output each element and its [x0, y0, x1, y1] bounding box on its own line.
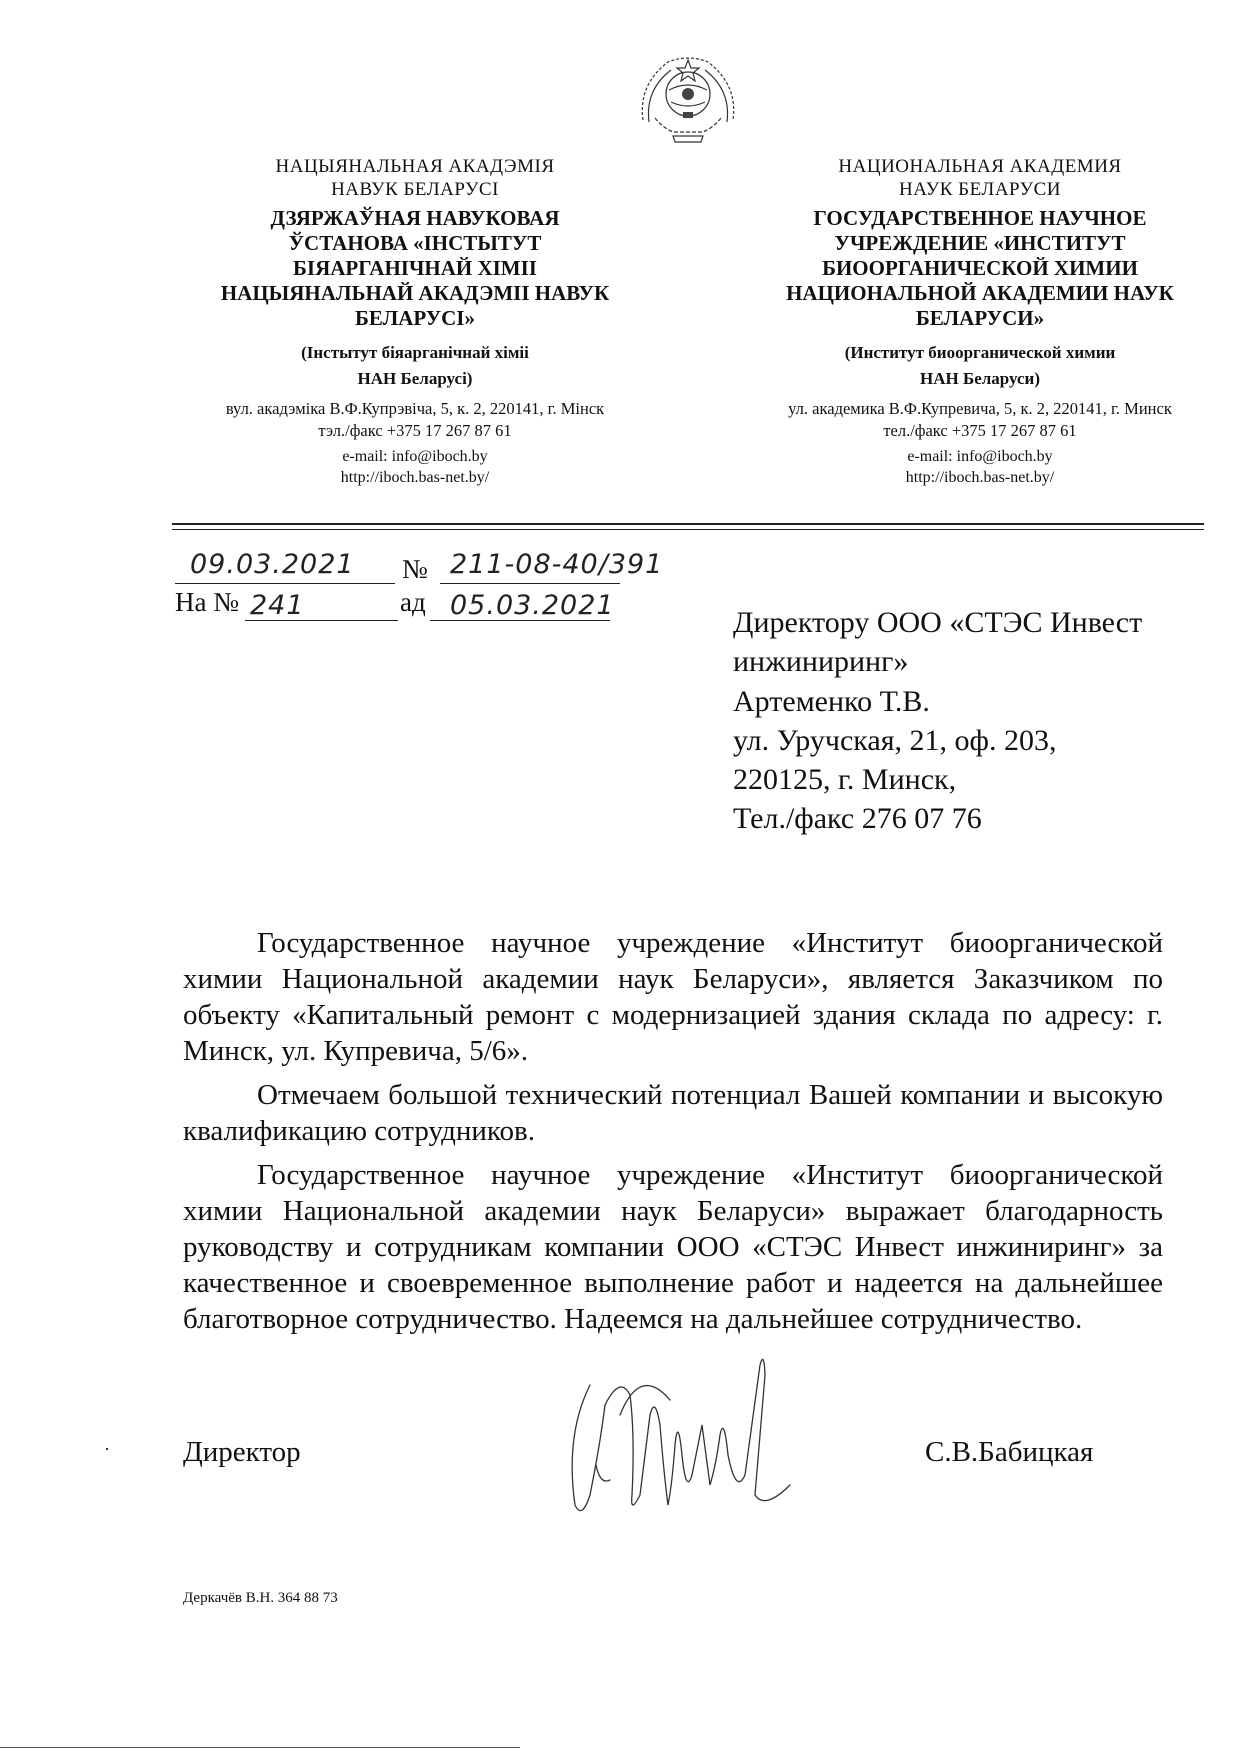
email-address: e-mail: info@iboch.by — [907, 448, 1053, 466]
addressee-line: Директору ООО «СТЭС Инвест — [733, 606, 1143, 639]
scan-speck — [106, 1448, 108, 1450]
executor-contact: Деркачёв В.Н. 364 88 73 — [183, 1590, 338, 1606]
institute-name — [735, 206, 1225, 332]
handwritten-signature — [560, 1345, 810, 1525]
signatory-name: С.В.Бабицкая — [925, 1436, 1094, 1468]
reference-date-underline — [430, 620, 610, 621]
institute-name-line: БІЯАРГАНІЧНАЙ ХІМІІ — [293, 255, 537, 280]
state-emblem-icon — [633, 50, 743, 146]
letterhead-russian — [735, 156, 1225, 489]
phone-fax: тэл./факс +375 17 267 87 61 — [318, 420, 512, 440]
website-url: http://iboch.bas-net.by/ — [340, 468, 490, 486]
body-paragraph: Государственное научное учреждение «Институт биоорганической химии Национальной академии наук Беларуси» выражает благодарность руководству и сотрудникам компании ООО «СТЭС Инвест инжиниринг» за качественное и своевременное выполнение работ и надеется на дальнейшее благотворное сотрудничество. Надеемся на дальнейшее сотрудничество. — [183, 1158, 1163, 1335]
addressee-line: Артеменко Т.В. — [733, 684, 930, 718]
institute-short-name — [170, 340, 660, 393]
institute-name-line: ДЗЯРЖАЎНАЯ НАВУКОВАЯ — [270, 205, 560, 230]
institute-name-line: БИООРГАНИЧЕСКОЙ ХИМИИ — [822, 255, 1138, 280]
short-name-line: (Институт биоорганической химии — [844, 342, 1116, 362]
website-url: http://iboch.bas-net.by/ — [905, 468, 1055, 486]
postal-address: вул. акадэміка В.Ф.Купрэвіча, 5, к. 2, 220141, г. Мінск — [225, 399, 605, 419]
header-divider-thin — [172, 529, 1204, 530]
outgoing-number: 211-08-40/391 — [450, 549, 664, 580]
number-label: № — [402, 554, 428, 584]
academy-name-line2: НАВУК БЕЛАРУСІ — [331, 178, 499, 200]
academy-name: НАЦЫЯНАЛЬНАЯ АКАДЭМІЯ — [275, 156, 555, 177]
institute-name-line: ЎСТАНОВА «ІНСТЫТУТ — [288, 230, 542, 255]
institute-name-line: УЧРЕЖДЕНИЕ «ИНСТИТУТ — [834, 230, 1126, 255]
reference-date: 05.03.2021 — [450, 590, 615, 621]
online-contacts — [170, 447, 660, 489]
institute-name-line: БЕЛАРУСІ» — [355, 306, 475, 331]
addressee-line: 220125, г. Минск, — [733, 763, 957, 797]
signatory-title: Директор — [183, 1436, 301, 1468]
contact-block — [735, 398, 1225, 441]
outgoing-date: 09.03.2021 — [190, 549, 355, 580]
contact-block — [170, 398, 660, 441]
institute-name-line: НАЦИОНАЛЬНОЙ АКАДЕМИИ НАУК — [786, 281, 1174, 306]
short-name-line: НАН Беларуси) — [919, 368, 1040, 388]
letterhead-belarusian — [170, 156, 660, 489]
addressee-line: ул. Уручская, 21, оф. 203, — [733, 723, 1057, 757]
academy-name-line2: НАУК БЕЛАРУСИ — [899, 178, 1061, 200]
academy-name: НАЦИОНАЛЬНАЯ АКАДЕМИЯ — [838, 156, 1122, 177]
addressee-line: Тел./факс 276 07 76 — [733, 802, 982, 836]
institute-name-line: ГОСУДАРСТВЕННОЕ НАУЧНОЕ — [813, 205, 1147, 230]
institute-short-name — [735, 340, 1225, 393]
institute-name — [170, 206, 660, 332]
reference-date-label: ад — [400, 587, 426, 617]
date-underline — [175, 583, 395, 584]
postal-address: ул. академика В.Ф.Купревича, 5, к. 2, 220141, г. Минск — [788, 399, 1172, 419]
online-contacts — [735, 447, 1225, 489]
letter-body — [183, 926, 1163, 1345]
institute-name-line: БЕЛАРУСИ» — [915, 306, 1045, 331]
addressee-line: инжиниринг» — [733, 645, 909, 679]
institute-name-line: НАЦЫЯНАЛЬНАЙ АКАДЭМІІ НАВУК — [220, 281, 610, 306]
short-name-line: НАН Беларусі) — [357, 368, 473, 388]
reference-label: На № — [175, 587, 239, 617]
phone-fax: тел./факс +375 17 267 87 61 — [883, 420, 1077, 440]
body-paragraph: Отмечаем большой технический потенциал Вашей компании и высокую квалификацию сотрудников. — [183, 1078, 1163, 1147]
header-divider — [172, 523, 1204, 525]
email-address: e-mail: info@iboch.by — [342, 448, 488, 466]
reference-underline — [245, 620, 398, 621]
addressee-block — [733, 603, 1142, 839]
body-paragraph: Государственное научное учреждение «Институт биоорганической химии Национальной академии наук Беларуси», является Заказчиком по объекту «Капитальный ремонт с модернизацией здания склада по адресу: г. Минск, ул. Купревича, 5/6». — [183, 927, 1163, 1067]
number-underline — [440, 583, 620, 584]
reference-number: 241 — [250, 590, 305, 621]
short-name-line: (Інстытут біяарганічнай хіміі — [301, 342, 529, 362]
scan-edge-line — [0, 1747, 520, 1748]
